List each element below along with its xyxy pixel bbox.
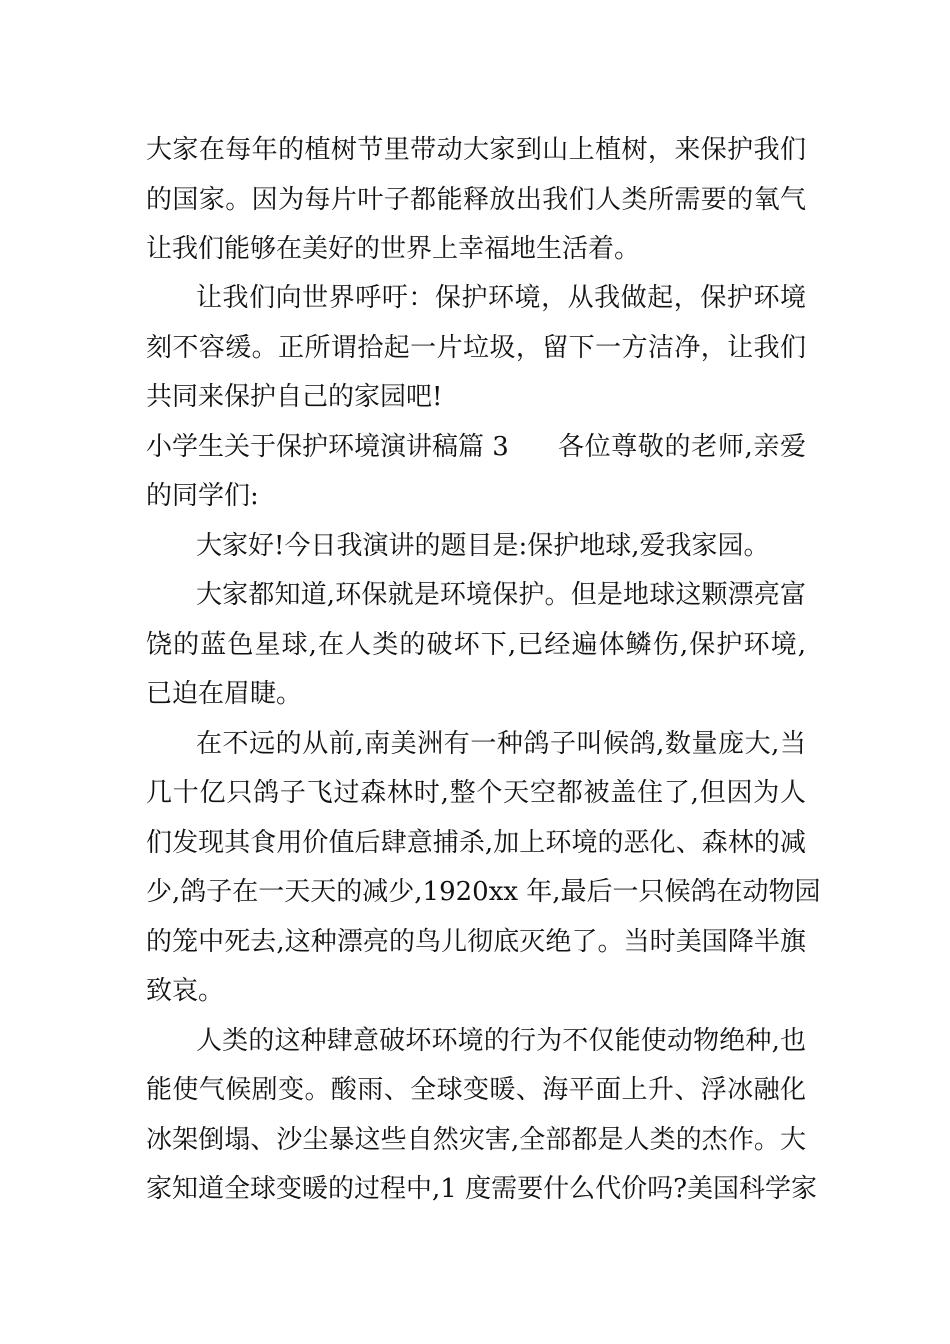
paragraph-3-line-1: 大家好!今日我演讲的题目是:保护地球,爱我家园。 — [196, 531, 770, 561]
paragraph-5-line-3: 们发现其食用价值后肆意捕杀,加上环境的恶化、森林的减 — [146, 828, 806, 858]
paragraph-4-line-1: 大家都知道,环保就是环境保护。但是地球这颗漂亮富 — [196, 580, 806, 610]
paragraph-6-line-2: 能使气候剧变。酸雨、全球变暖、海平面上升、浮冰融化 — [146, 1075, 806, 1105]
paragraph-5-line-4: 少,鸽子在一天天的减少,1920xx 年,最后一只候鸽在动物园 — [146, 877, 821, 907]
paragraph-6-line-4: 家知道全球变暖的过程中,1 度需要什么代价吗?美国科学家 — [146, 1174, 818, 1204]
paragraph-5-line-2: 几十亿只鸽子飞过森林时,整个天空都被盖住了,但因为人 — [146, 778, 806, 808]
paragraph-1-line-1: 大家在每年的植树节里带动大家到山上植树，来保护我们 — [146, 135, 806, 165]
paragraph-6-line-3: 冰架倒塌、沙尘暴这些自然灾害,全部都是人类的杰作。大 — [146, 1125, 806, 1155]
paragraph-5-line-6: 致哀。 — [146, 976, 225, 1006]
paragraph-2-line-3: 共同来保护自己的家园吧! — [146, 382, 443, 412]
paragraph-4-line-2: 饶的蓝色星球,在人类的破坏下,已经遍体鳞伤,保护环境, — [146, 630, 806, 660]
paragraph-5-line-1: 在不远的从前,南美洲有一种鸽子叫候鸽,数量庞大,当 — [196, 729, 806, 759]
paragraph-6-line-1: 人类的这种肆意破坏环境的行为不仅能使动物绝种,也 — [196, 1026, 806, 1056]
greeting-end: 的同学们: — [146, 481, 259, 511]
greeting-start: 各位尊敬的老师,亲爱 — [558, 432, 806, 462]
paragraph-1-line-3: 让我们能够在美好的世界上幸福地生活着。 — [146, 234, 641, 264]
paragraph-2-line-2: 刻不容缓。正所谓拾起一片垃圾，留下一方洁净，让我们 — [146, 333, 806, 363]
paragraph-5-line-5: 的笼中死去,这种漂亮的鸟儿彻底灭绝了。当时美国降半旗 — [146, 927, 806, 957]
paragraph-2-line-1: 让我们向世界呼吁：保护环境，从我做起，保护环境 — [196, 283, 806, 313]
section-heading: 小学生关于保护环境演讲稿篇 3 — [146, 432, 509, 462]
paragraph-1-line-2: 的国家。因为每片叶子都能释放出我们人类所需要的氧气 — [146, 185, 806, 215]
paragraph-4-line-3: 已迫在眉睫。 — [146, 679, 303, 709]
